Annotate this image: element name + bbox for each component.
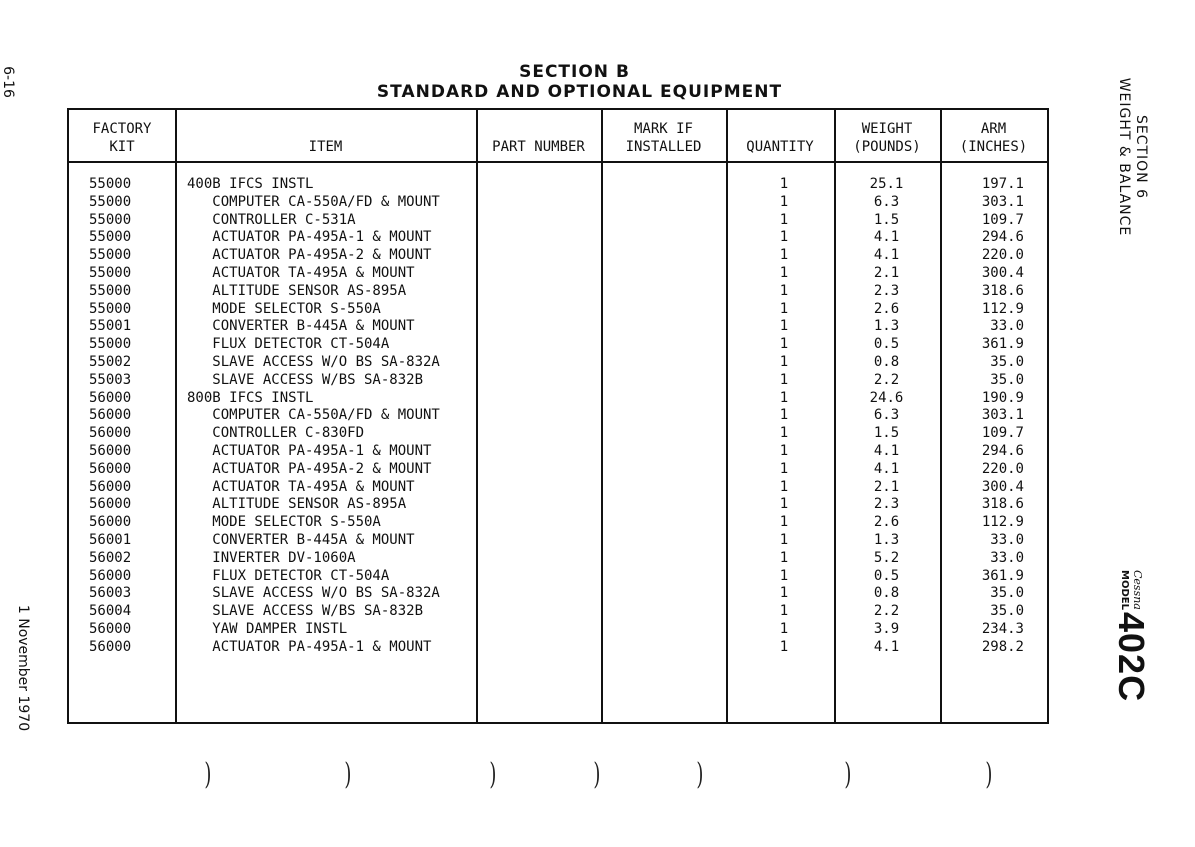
item-cell: SLAVE ACCESS W/O BS SA-832A (187, 353, 440, 370)
weight-cell: 0.5 (873, 336, 900, 353)
arm-cell: 361.9 (981, 567, 1024, 584)
arm-cell: 33.0 (990, 549, 1024, 566)
kit-cell: 55000 (89, 336, 132, 353)
item-cell: SLAVE ACCESS W/O BS SA-832A (187, 585, 440, 602)
item-cell: CONTROLLER C-830FD (187, 425, 365, 442)
page-subtitle: STANDARD AND OPTIONAL EQUIPMENT (376, 82, 783, 102)
kit-cell: 56004 (89, 603, 132, 620)
arm-cell: 33.0 (990, 318, 1024, 335)
section-number: SECTION 6 (1133, 114, 1149, 200)
arm-cell: 35.0 (990, 371, 1024, 388)
kit-cell: 56000 (89, 425, 132, 442)
weight-cell: 1.5 (873, 211, 900, 228)
quantity-cell: 1 (779, 407, 789, 424)
quantity-cell: 1 (779, 371, 789, 388)
quantity-cell: 1 (779, 193, 789, 210)
table-row (69, 336, 1047, 354)
quantity-cell: 1 (779, 496, 789, 513)
item-cell: ALTITUDE SENSOR AS-895A (187, 496, 407, 513)
arm-cell: 298.2 (981, 638, 1024, 655)
table-row (69, 639, 1047, 657)
table-row (69, 247, 1047, 265)
quantity-cell: 1 (779, 336, 789, 353)
item-cell: CONVERTER B-445A & MOUNT (187, 531, 415, 548)
table-row (69, 318, 1047, 336)
kit-cell: 55002 (89, 353, 132, 370)
table-row (69, 621, 1047, 639)
weight-cell: 25.1 (869, 176, 904, 192)
weight-cell: 1.3 (873, 531, 900, 548)
item-cell: FLUX DETECTOR CT-504A (187, 567, 390, 584)
table-row (69, 283, 1047, 301)
quantity-cell: 1 (779, 318, 789, 335)
header-part-number: PART NUMBER (492, 139, 585, 155)
arm-cell: 35.0 (990, 603, 1024, 620)
binding-mark: ) (696, 757, 704, 792)
table-row (69, 301, 1047, 319)
weight-cell: 2.1 (873, 264, 900, 281)
section-label (1115, 72, 1149, 242)
quantity-cell: 1 (779, 585, 789, 602)
item-cell: COMPUTER CA-550A/FD & MOUNT (187, 193, 440, 210)
arm-cell: 197.1 (981, 176, 1024, 192)
arm-cell: 318.6 (981, 496, 1024, 513)
quantity-cell: 1 (779, 247, 789, 264)
item-cell: FLUX DETECTOR CT-504A (187, 336, 390, 353)
table-body (69, 176, 1047, 657)
kit-cell: 56001 (89, 531, 132, 548)
quantity-cell: 1 (779, 460, 789, 477)
header-factory-kit: FACTORY KIT (92, 121, 152, 155)
arm-cell: 303.1 (981, 407, 1024, 424)
quantity-cell: 1 (779, 264, 789, 281)
item-cell: ACTUATOR PA-495A-2 & MOUNT (187, 247, 432, 264)
weight-cell: 4.1 (873, 460, 900, 477)
binding-mark: ) (344, 757, 352, 792)
quantity-cell: 1 (779, 282, 789, 299)
weight-cell: 4.1 (873, 638, 900, 655)
arm-cell: 303.1 (981, 193, 1024, 210)
item-cell: ACTUATOR TA-495A & MOUNT (187, 478, 415, 495)
binding-mark: ) (593, 757, 601, 792)
quantity-cell: 1 (779, 478, 789, 495)
arm-cell: 220.0 (981, 247, 1024, 264)
kit-cell: 56000 (89, 442, 132, 459)
kit-cell: 55000 (89, 229, 132, 246)
arm-cell: 361.9 (981, 336, 1024, 353)
header-item: ITEM (308, 139, 343, 155)
binding-mark: ) (204, 757, 212, 792)
quantity-cell: 1 (779, 211, 789, 228)
arm-cell: 112.9 (981, 514, 1024, 531)
weight-cell: 4.1 (873, 229, 900, 246)
table-row (69, 461, 1047, 479)
item-cell: COMPUTER CA-550A/FD & MOUNT (187, 407, 440, 424)
quantity-cell: 1 (779, 531, 789, 548)
table-row (69, 479, 1047, 497)
weight-cell: 24.6 (869, 389, 904, 406)
table-row (69, 585, 1047, 603)
weight-cell: 5.2 (873, 549, 900, 566)
table-row (69, 354, 1047, 372)
kit-cell: 56000 (89, 638, 132, 655)
weight-cell: 0.8 (873, 353, 900, 370)
quantity-cell: 1 (779, 353, 789, 370)
table-row (69, 194, 1047, 212)
weight-cell: 3.9 (873, 620, 900, 637)
table-row (69, 372, 1047, 390)
header-quantity: QUANTITY (746, 139, 814, 155)
kit-cell: 56000 (89, 407, 132, 424)
kit-cell: 56000 (89, 514, 132, 531)
weight-cell: 0.5 (873, 567, 900, 584)
model-number: 402C (1111, 612, 1152, 703)
item-cell: 400B IFCS INSTL (187, 176, 314, 192)
table-row (69, 532, 1047, 550)
arm-cell: 109.7 (981, 425, 1024, 442)
weight-cell: 1.5 (873, 425, 900, 442)
table-row (69, 176, 1047, 194)
arm-cell: 318.6 (981, 282, 1024, 299)
binding-mark: ) (985, 757, 993, 792)
quantity-cell: 1 (779, 442, 789, 459)
kit-cell: 55000 (89, 211, 132, 228)
section-title: SECTION B (519, 62, 630, 82)
item-cell: ACTUATOR TA-495A & MOUNT (187, 264, 415, 281)
item-cell: CONVERTER B-445A & MOUNT (187, 318, 415, 335)
page-number: 6-16 (0, 66, 16, 98)
weight-cell: 2.6 (873, 300, 900, 317)
kit-cell: 56003 (89, 585, 132, 602)
weight-cell: 2.3 (873, 282, 900, 299)
weight-cell: 0.8 (873, 585, 900, 602)
weight-cell: 2.2 (873, 603, 900, 620)
table-row (69, 568, 1047, 586)
kit-cell: 56000 (89, 460, 132, 477)
table-row (69, 407, 1047, 425)
kit-cell: 55000 (89, 176, 132, 192)
item-cell: CONTROLLER C-531A (187, 211, 356, 228)
arm-cell: 220.0 (981, 460, 1024, 477)
kit-cell: 55000 (89, 264, 132, 281)
item-cell: SLAVE ACCESS W/BS SA-832B (187, 371, 424, 388)
weight-cell: 4.1 (873, 247, 900, 264)
kit-cell: 55000 (89, 193, 132, 210)
kit-cell: 55000 (89, 300, 132, 317)
header-arm: ARM (INCHES) (959, 121, 1028, 155)
binding-mark: ) (489, 757, 497, 792)
kit-cell: 56000 (89, 620, 132, 637)
model-label: MODEL (1119, 570, 1130, 610)
arm-cell: 112.9 (981, 300, 1024, 317)
model-block (1110, 570, 1150, 750)
weight-cell: 6.3 (873, 193, 900, 210)
weight-cell: 2.3 (873, 496, 900, 513)
kit-cell: 56000 (89, 496, 132, 513)
arm-cell: 234.3 (981, 620, 1024, 637)
weight-cell: 2.6 (873, 514, 900, 531)
kit-cell: 56002 (89, 549, 132, 566)
table-row (69, 550, 1047, 568)
quantity-cell: 1 (779, 389, 789, 406)
table-row (69, 514, 1047, 532)
quantity-cell: 1 (779, 514, 789, 531)
quantity-cell: 1 (779, 620, 789, 637)
arm-cell: 300.4 (981, 264, 1024, 281)
equipment-table (67, 108, 1049, 724)
table-row (69, 496, 1047, 514)
table-row (69, 390, 1047, 408)
arm-cell: 35.0 (990, 353, 1024, 370)
weight-cell: 2.2 (873, 371, 900, 388)
item-cell: MODE SELECTOR S-550A (187, 300, 381, 317)
kit-cell: 56000 (89, 478, 132, 495)
quantity-cell: 1 (779, 176, 789, 192)
quantity-cell: 1 (779, 425, 789, 442)
item-cell: YAW DAMPER INSTL (187, 620, 348, 637)
quantity-cell: 1 (779, 638, 789, 655)
arm-cell: 294.6 (981, 442, 1024, 459)
arm-cell: 294.6 (981, 229, 1024, 246)
quantity-cell: 1 (779, 603, 789, 620)
kit-cell: 55000 (89, 247, 132, 264)
arm-cell: 190.9 (981, 389, 1024, 406)
table-row (69, 443, 1047, 461)
weight-cell: 6.3 (873, 407, 900, 424)
kit-cell: 55003 (89, 371, 132, 388)
table-row (69, 265, 1047, 283)
header-weight: WEIGHT (POUNDS) (853, 121, 921, 155)
page-date: 1 November 1970 (15, 604, 32, 732)
section-name: WEIGHT & BALANCE (1116, 77, 1132, 237)
kit-cell: 56000 (89, 567, 132, 584)
binding-mark: ) (844, 757, 852, 792)
item-cell: MODE SELECTOR S-550A (187, 514, 381, 531)
quantity-cell: 1 (779, 567, 789, 584)
table-row (69, 425, 1047, 443)
kit-cell: 56000 (89, 389, 132, 406)
kit-cell: 55001 (89, 318, 132, 335)
table-row (69, 229, 1047, 247)
weight-cell: 2.1 (873, 478, 900, 495)
item-cell: ACTUATOR PA-495A-1 & MOUNT (187, 442, 432, 459)
item-cell: ACTUATOR PA-495A-1 & MOUNT (187, 229, 432, 246)
header-mark-if-installed: MARK IF INSTALLED (625, 121, 702, 155)
item-cell: ACTUATOR PA-495A-2 & MOUNT (187, 460, 432, 477)
kit-cell: 55000 (89, 282, 132, 299)
item-cell: ALTITUDE SENSOR AS-895A (187, 282, 407, 299)
header-divider (69, 161, 1047, 163)
arm-cell: 35.0 (990, 585, 1024, 602)
weight-cell: 4.1 (873, 442, 900, 459)
arm-cell: 300.4 (981, 478, 1024, 495)
table-row (69, 212, 1047, 230)
weight-cell: 1.3 (873, 318, 900, 335)
brand-logo: Cessna (1131, 570, 1144, 610)
quantity-cell: 1 (779, 229, 789, 246)
quantity-cell: 1 (779, 549, 789, 566)
item-cell: ACTUATOR PA-495A-1 & MOUNT (187, 638, 432, 655)
item-cell: 800B IFCS INSTL (187, 389, 314, 406)
table-row (69, 603, 1047, 621)
item-cell: SLAVE ACCESS W/BS SA-832B (187, 603, 424, 620)
arm-cell: 109.7 (981, 211, 1024, 228)
quantity-cell: 1 (779, 300, 789, 317)
item-cell: INVERTER DV-1060A (187, 549, 356, 566)
arm-cell: 33.0 (990, 531, 1024, 548)
